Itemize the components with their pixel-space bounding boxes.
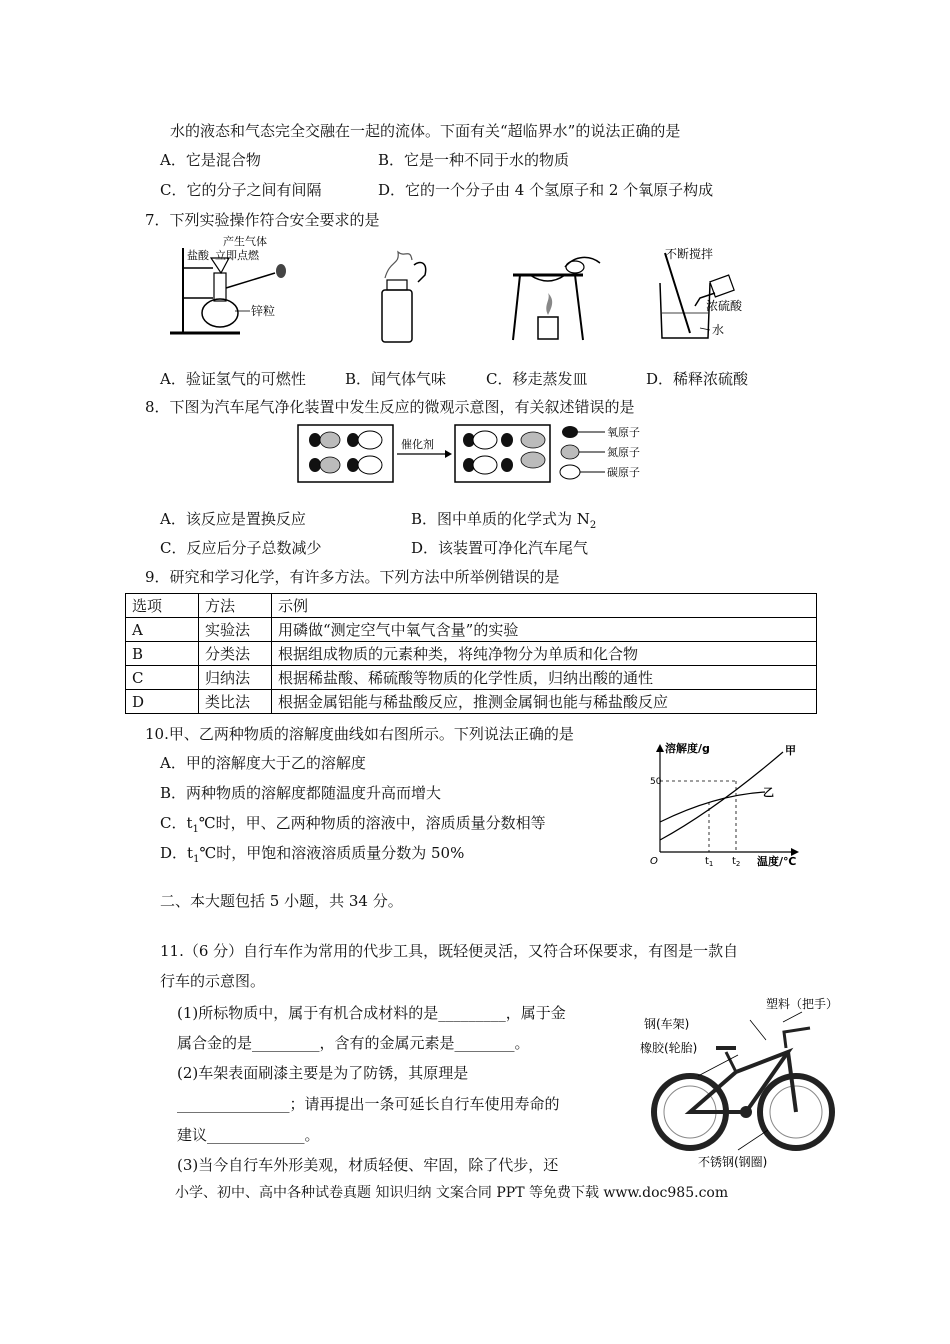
q8-option-b: B．图中单质的化学式为 $N_2$	[411, 510, 597, 531]
graph-y-axis-label: 溶解度/g	[665, 742, 710, 755]
graph-x-tick-t1: $t_1$	[705, 856, 714, 868]
graph-series-yi: 乙	[763, 786, 774, 799]
table-cell: 用磷做“测定空气中氧气含量”的实验	[272, 618, 817, 642]
table-cell: 根据组成物质的元素种类，将纯净物分为单质和化合物	[272, 642, 817, 666]
q11-part2-a: (2)车架表面刷漆主要是为了防锈，其原理是	[177, 1064, 469, 1082]
q11-part2-c: 建议_____________。	[177, 1126, 320, 1144]
q7-fig-d-label-acid: 浓硫酸	[706, 299, 743, 313]
table-row	[126, 690, 817, 714]
table-header-cell: 示例	[272, 594, 817, 618]
q7-option-b: B．闻气体气味	[345, 370, 447, 388]
table-row	[126, 642, 817, 666]
q10-option-d: D．$t_1℃$时，甲饱和溶液溶质质量分数为 50%	[160, 844, 465, 865]
table-cell: 类比法	[199, 690, 272, 714]
q6-option-d: D．它的一个分子由 4 个氢原子和 2 个氧原子构成	[378, 181, 714, 199]
q8-option-c: C．反应后分子总数减少	[160, 539, 322, 557]
table-cell: 归纳法	[199, 666, 272, 690]
q9-stem: 9．研究和学习化学，有许多方法。下列方法中所举例错误的是	[145, 568, 560, 586]
q7-figure-b	[370, 240, 440, 345]
q7-figure-c	[505, 245, 605, 345]
q6-option-a: A．它是混合物	[160, 151, 261, 169]
q8-reaction-diagram	[295, 420, 665, 486]
q7-fig-a-label-gas: 产生气体	[223, 235, 267, 248]
bike-label-rubber: 橡胶(轮胎)	[640, 1041, 698, 1055]
q10-option-a: A．甲的溶解度大于乙的溶解度	[160, 754, 366, 772]
table-cell: C	[126, 666, 199, 690]
q7-option-d: D．稀释浓硫酸	[646, 370, 749, 388]
q8-legend-oxygen: 氧原子	[607, 426, 640, 439]
graph-y-tick-50: 50	[650, 777, 662, 787]
table-cell: B	[126, 642, 199, 666]
q11-part2-b: _______________；请再提出一条可延长自行车使用寿命的	[177, 1095, 560, 1113]
q8-option-a: A．该反应是置换反应	[160, 510, 306, 528]
bike-label-plastic: 塑料（把手）	[766, 997, 838, 1011]
q6-option-c: C．它的分子之间有间隔	[160, 181, 322, 199]
q7-fig-d-label-water: 水	[712, 323, 725, 337]
q9-table	[125, 593, 817, 714]
table-cell: 根据金属铝能与稀盐酸反应，推测金属铜也能与稀盐酸反应	[272, 690, 817, 714]
q11-part3: (3)当今自行车外形美观，材质轻便、牢固，除了代步，还	[177, 1156, 559, 1174]
q6-option-b: B．它是一种不同于水的物质	[378, 151, 570, 169]
q11-part1-b: 属合金的是_________，含有的金属元素是________。	[177, 1034, 530, 1052]
q10-solubility-graph	[645, 740, 805, 870]
table-cell: 分类法	[199, 642, 272, 666]
q10-option-c: C．$t_1℃$时，甲、乙两种物质的溶液中，溶质质量分数相等	[160, 814, 546, 835]
q10-option-b: B．两种物质的溶解度都随温度升高而增大	[160, 784, 442, 802]
graph-x-axis-label: 温度/℃	[757, 855, 797, 868]
q11-line-2: 行车的示意图。	[160, 972, 266, 990]
q8-legend-carbon: 碳原子	[607, 466, 640, 479]
q7-option-a: A．验证氢气的可燃性	[160, 370, 306, 388]
bike-label-steel: 钢(车架)	[644, 1017, 690, 1031]
q8-catalyst-label: 催化剂	[401, 438, 434, 451]
q7-figure-a	[165, 233, 305, 343]
table-header-row	[126, 594, 817, 618]
q8-legend-nitrogen: 氮原子	[607, 446, 640, 459]
graph-series-jia: 甲	[785, 744, 796, 757]
q7-fig-d-label-stir: 不断搅拌	[665, 247, 714, 261]
q7-fig-a-label-zinc: 锌粒	[251, 304, 276, 318]
q10-stem: 10.甲、乙两种物质的溶解度曲线如右图所示。下列说法正确的是	[145, 725, 574, 743]
table-cell: 实验法	[199, 618, 272, 642]
q7-fig-a-label-ignite: 立即点燃	[215, 249, 259, 262]
graph-x-tick-t2: $t_2$	[732, 856, 741, 868]
table-header-cell: 方法	[199, 594, 272, 618]
table-cell: A	[126, 618, 199, 642]
table-cell: 根据稀盐酸、稀硫酸等物质的化学性质，归纳出酸的通性	[272, 666, 817, 690]
q7-option-c: C．移走蒸发皿	[486, 370, 588, 388]
q7-figure-d	[650, 238, 780, 343]
q7-stem: 7．下列实验操作符合安全要求的是	[145, 211, 380, 229]
table-header-cell: 选项	[126, 594, 199, 618]
q11-line-1: 11.（6 分）自行车作为常用的代步工具，既轻便灵活，又符合环保要求，有图是一款自	[160, 942, 739, 960]
section-2-heading: 二、本大题包括 5 小题，共 34 分。	[160, 892, 403, 910]
table-row	[126, 618, 817, 642]
q8-stem: 8．下图为汽车尾气净化装置中发生反应的微观示意图，有关叙述错误的是	[145, 398, 635, 416]
q11-bicycle-figure	[638, 990, 838, 1172]
q11-part1-a: (1)所标物质中，属于有机合成材料的是_________，属于金	[177, 1004, 566, 1022]
graph-origin: O	[650, 856, 658, 867]
bike-label-stainless: 不锈钢(钢圈)	[698, 1155, 768, 1169]
q6-stem: 水的液态和气态完全交融在一起的流体。下面有关“超临界水”的说法正确的是	[170, 122, 681, 140]
table-cell: D	[126, 690, 199, 714]
q8-option-d: D．该装置可净化汽车尾气	[411, 539, 589, 557]
page-footer: 小学、初中、高中各种试卷真题 知识归纳 文案合同 PPT 等免费下载 www.doc985.com	[175, 1185, 729, 1201]
table-row	[126, 666, 817, 690]
q7-fig-a-label-acid: 盐酸	[187, 249, 209, 262]
